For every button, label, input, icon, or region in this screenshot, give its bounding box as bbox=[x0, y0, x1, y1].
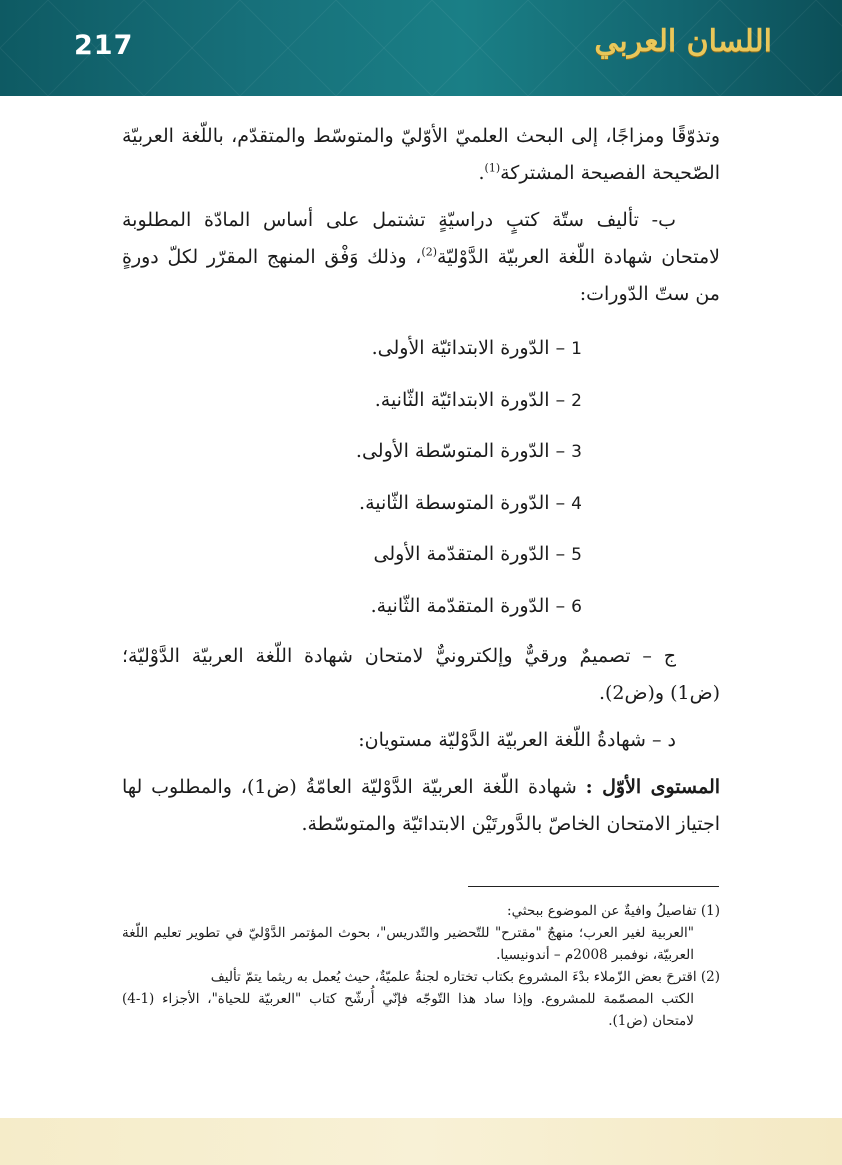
list-item-number: 4 bbox=[571, 493, 582, 514]
footnotes bbox=[122, 900, 720, 1032]
list-item-number: 5 bbox=[571, 545, 582, 565]
list-item-number: 3 bbox=[571, 442, 582, 462]
paragraph-level-one bbox=[122, 769, 720, 843]
list-item bbox=[122, 426, 720, 478]
paragraph-b-text: ب- تأليف ستّة كتبٍ دراسيّةٍ تشتمل على أساس المادّة المطلوبة لامتحان شهادة اللّغة العربيّة الدَّوْليّة bbox=[122, 209, 720, 268]
footnote-1-body: "العربية لغير العرب؛ منهجٌ "مقترح" للتّحضير والتّدريس"، بحوث المؤتمر الدَّوْليّ في تطوير تعليم اللّغة العربيّة، نوفمبر 2008م – أندونيسيا. bbox=[122, 925, 694, 963]
footnote-2-title: (2) اقترحَ بعض الزّملاء بدْءَ المشروع بكتاب تختاره لجنةٌ علميّةٌ، حيث يُعمل به ريثما يتمّ تأليف bbox=[210, 969, 720, 985]
courses-list bbox=[122, 323, 720, 632]
level-one-text: شهادة اللّغة العربيّة الدَّوْليّة العامّةُ (ض1)، والمطلوب لها اجتياز الامتحان الخاصّ بالدَّورتَيْن الابتدائيّة والمتوسّطة. bbox=[122, 776, 720, 835]
list-item bbox=[122, 529, 720, 581]
list-item bbox=[122, 581, 720, 633]
list-item-number: 1 bbox=[571, 339, 582, 359]
list-item-text: – الدّورة الابتدائيّة الثّانية. bbox=[374, 388, 572, 411]
footnote-ref-1: (1) bbox=[484, 161, 501, 175]
footnote-1-title: (1) تفاصيلُ وافيةٌ عن الموضوع ببحثي: bbox=[507, 903, 720, 919]
list-item-text: – الدّورة المتقدّمة الثّانية. bbox=[370, 594, 572, 617]
paragraph-b bbox=[122, 202, 720, 313]
list-item-number: 6 bbox=[571, 596, 582, 617]
page-header bbox=[0, 0, 842, 96]
paragraph-c: ج – تصميمٌ ورقيٌّ وإلكترونيٌّ لامتحان شهادة اللّغة العربيّة الدَّوْليّة؛ (ض1) و(ض2). bbox=[122, 645, 720, 704]
list-item-text: – الدّورة المتوسّطة الأولى. bbox=[355, 440, 572, 462]
paragraph-d: د – شهادةُ اللّغة العربيّة الدَّوْليّة مستويان: bbox=[358, 729, 676, 751]
list-item-text: – الدّورة المتقدّمة الأولى bbox=[373, 543, 572, 565]
paragraph-intro-text: وتذوّقًا ومزاجًا، إلى البحث العلميّ الأوّليّ والمتوسّط والمتقدّم، باللّغة العربيّة الصّحيحة الفصيحة المشتركة bbox=[122, 125, 720, 184]
footnote-ref-2: (2) bbox=[421, 245, 438, 259]
paragraph-intro-end: . bbox=[478, 162, 485, 184]
level-one-label: المستوى الأوّل : bbox=[585, 776, 721, 798]
list-item-text: – الدّورة الابتدائيّة الأولى. bbox=[371, 337, 572, 359]
page-footer-band bbox=[0, 1118, 842, 1165]
footnote-divider bbox=[468, 886, 719, 887]
list-item-text: – الدّورة المتوسطة الثّانية. bbox=[359, 491, 572, 514]
journal-logo: اللسان العربي bbox=[594, 24, 772, 59]
paragraph-intro bbox=[122, 118, 720, 192]
list-item-number: 2 bbox=[571, 390, 582, 411]
footnote-2-body: الكتب المصمّمة للمشروع. وإذا ساد هذا التّوجّه فإنّي أُرشّح كتاب "العربيّة للحياة"، الأجزاء (1-4) لامتحان (ض1). bbox=[122, 991, 694, 1029]
list-item bbox=[122, 375, 720, 427]
paragraph-b-end: ، وذلك وَفْق المنهج المقرّر لكلّ دورةٍ من ستّ الدّورات: bbox=[122, 246, 720, 305]
page-number: 217 bbox=[74, 30, 134, 61]
main-text bbox=[122, 118, 720, 853]
list-item bbox=[122, 323, 720, 375]
list-item bbox=[122, 478, 720, 530]
